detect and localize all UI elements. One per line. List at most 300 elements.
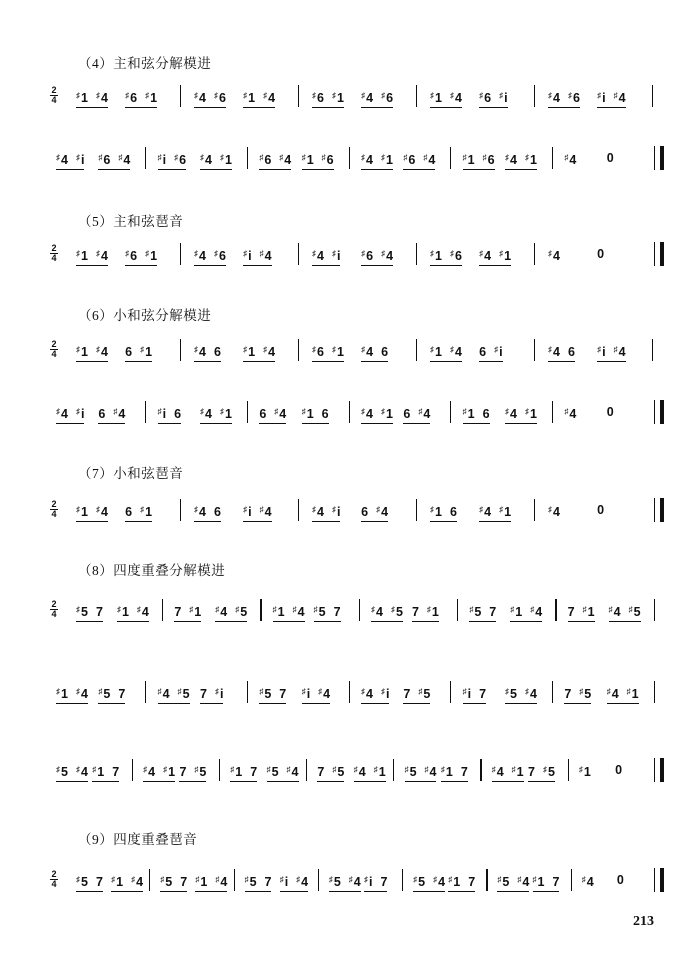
- notation-line: [50, 150, 668, 176]
- sharp-sign: ♯: [348, 875, 353, 884]
- bar-line: [219, 759, 220, 781]
- note-pair: [312, 502, 340, 522]
- notation-line: [50, 762, 668, 788]
- note: [564, 404, 576, 422]
- note-digit: 7: [528, 765, 535, 779]
- note-digit: 4: [611, 687, 619, 701]
- note-pair: [533, 872, 560, 892]
- sharp-sign: ♯: [380, 407, 385, 416]
- sharp-sign: ♯: [371, 605, 375, 614]
- note-pair: [361, 342, 388, 362]
- bar-line: [180, 499, 181, 521]
- time-signature-bottom: 4: [51, 879, 57, 889]
- note-pair: [430, 502, 457, 522]
- sharp-sign: ♯: [548, 249, 552, 258]
- sharp-sign: ♯: [214, 687, 219, 696]
- sharp-sign: ♯: [194, 249, 198, 258]
- sharp-sign: ♯: [195, 875, 200, 884]
- bar-line: [568, 759, 569, 781]
- time-signature-bottom: 4: [51, 509, 57, 519]
- sharp-sign: ♯: [318, 687, 323, 696]
- final-bar-thick: [660, 242, 664, 266]
- note-pair: [403, 150, 435, 170]
- note-digit: 6: [449, 505, 457, 519]
- note-digit: 4: [366, 345, 374, 359]
- note-digit: i: [248, 505, 252, 519]
- notation-line: [50, 869, 668, 898]
- note: [582, 872, 594, 890]
- note-digit: 7: [279, 687, 287, 701]
- note-digit: 4: [199, 505, 206, 519]
- sharp-sign: ♯: [361, 407, 365, 416]
- note-digit: 0: [606, 151, 614, 165]
- note-pair: [195, 872, 227, 892]
- note-digit: 4: [535, 605, 543, 619]
- note-digit: 4: [454, 91, 462, 105]
- note-pair: [200, 684, 223, 704]
- note-digit: 4: [366, 91, 374, 105]
- sharp-sign: ♯: [76, 249, 80, 258]
- note-pair: [111, 872, 143, 892]
- note: [579, 762, 591, 780]
- note-digit: i: [336, 249, 341, 263]
- note-digit: 6: [130, 249, 138, 263]
- note-pair: [243, 502, 271, 522]
- sharp-sign: ♯: [194, 345, 198, 354]
- note-digit: 0: [616, 873, 624, 887]
- note-digit: 5: [165, 875, 173, 889]
- sharp-sign: ♯: [449, 249, 454, 258]
- bar-line: [349, 681, 350, 703]
- sharp-sign: ♯: [279, 875, 284, 884]
- bar-line: [180, 243, 181, 265]
- sharp-sign: ♯: [361, 249, 366, 258]
- note-pair: [479, 502, 511, 522]
- bar-line: [654, 599, 655, 621]
- time-signature-bottom: 4: [51, 609, 57, 619]
- note-digit: i: [219, 687, 224, 701]
- note-digit: 4: [279, 407, 287, 421]
- note: [607, 150, 614, 166]
- sharp-sign: ♯: [524, 407, 529, 416]
- sharp-sign: ♯: [608, 605, 613, 614]
- notation-line: [50, 599, 668, 628]
- sharp-sign: ♯: [111, 875, 116, 884]
- sharp-sign: ♯: [331, 91, 336, 100]
- bar-line: [318, 869, 319, 891]
- sharp-sign: ♯: [194, 505, 198, 514]
- note: [617, 872, 624, 888]
- sharp-sign: ♯: [479, 91, 484, 100]
- note-digit: 1: [445, 765, 453, 779]
- note-pair: [125, 246, 157, 266]
- note-digit: 6: [264, 153, 272, 167]
- sharp-sign: ♯: [321, 153, 326, 162]
- sharp-sign: ♯: [381, 91, 386, 100]
- note-pair: [76, 602, 103, 622]
- sharp-sign: ♯: [75, 765, 80, 774]
- note-digit: 1: [529, 153, 537, 167]
- time-signature-top: 2: [51, 85, 57, 95]
- note-pair: [56, 684, 88, 704]
- section-heading-8: （8）四度重叠分解模进: [78, 563, 226, 578]
- note-digit: 5: [547, 765, 555, 779]
- sharp-sign: ♯: [235, 605, 240, 614]
- sharp-sign: ♯: [286, 765, 291, 774]
- note-digit: 4: [386, 249, 394, 263]
- note-digit: 7: [112, 765, 120, 779]
- note-digit: 1: [168, 765, 176, 779]
- final-bar-thin: [654, 758, 655, 782]
- note-digit: 1: [631, 687, 639, 701]
- bar-line: [480, 759, 481, 781]
- note-pair: [430, 246, 462, 266]
- note-digit: i: [284, 875, 289, 889]
- sharp-sign: ♯: [430, 91, 434, 100]
- bar-line: [180, 85, 181, 107]
- time-signature-bottom: 4: [51, 253, 57, 263]
- sharp-sign: ♯: [582, 605, 587, 614]
- note-digit: 6: [572, 91, 580, 105]
- bar-line: [149, 869, 150, 891]
- bar-line: [145, 681, 146, 703]
- sharp-sign: ♯: [548, 505, 552, 514]
- note-digit: 1: [516, 765, 524, 779]
- sharp-sign: ♯: [272, 605, 277, 614]
- note-pair: [200, 404, 232, 424]
- note-digit: 1: [235, 765, 243, 779]
- note-pair: [273, 602, 305, 622]
- note-digit: i: [162, 153, 167, 167]
- note-pair: [479, 342, 502, 362]
- sharp-sign: ♯: [328, 875, 333, 884]
- note-digit: 4: [353, 875, 361, 889]
- note-digit: i: [336, 505, 341, 519]
- note-digit: 1: [116, 875, 124, 889]
- sharp-sign: ♯: [462, 407, 467, 416]
- time-signature: [50, 870, 58, 889]
- note-pair: [245, 872, 272, 892]
- sharp-sign: ♯: [213, 249, 218, 258]
- note-digit: i: [248, 249, 252, 263]
- sharp-sign: ♯: [424, 765, 429, 774]
- note-digit: 5: [271, 765, 279, 779]
- sharp-sign: ♯: [125, 249, 130, 258]
- sharp-sign: ♯: [136, 605, 141, 614]
- bar-line: [457, 599, 458, 621]
- note-digit: 1: [385, 407, 393, 421]
- note-digit: 1: [97, 765, 105, 779]
- note-pair: [179, 762, 206, 782]
- sharp-sign: ♯: [56, 687, 60, 696]
- note-digit: 0: [615, 763, 623, 777]
- section-heading-7: （7）小和弦琶音: [78, 466, 184, 481]
- note-digit: 4: [366, 153, 373, 167]
- note-digit: 4: [301, 875, 309, 889]
- note-digit: 5: [61, 765, 68, 779]
- note-digit: 4: [264, 249, 272, 263]
- note-digit: 6: [403, 407, 411, 421]
- note-digit: 1: [150, 249, 158, 263]
- bar-line: [416, 243, 417, 265]
- sharp-sign: ♯: [75, 687, 80, 696]
- note-digit: 4: [510, 407, 517, 421]
- sharp-sign: ♯: [76, 875, 80, 884]
- note-digit: 6: [479, 345, 487, 359]
- note-digit: 4: [510, 153, 517, 167]
- note-pair: [194, 88, 226, 108]
- sharp-sign: ♯: [75, 407, 80, 416]
- sharp-sign: ♯: [331, 345, 336, 354]
- note-digit: 1: [504, 505, 512, 519]
- note-digit: 6: [213, 345, 221, 359]
- note-pair: [143, 762, 175, 782]
- page-number: 213: [633, 914, 654, 929]
- note-digit: 4: [569, 407, 577, 421]
- note-digit: 6: [361, 505, 369, 519]
- note-pair: [403, 684, 430, 704]
- note-digit: 7: [489, 605, 497, 619]
- note-digit: 1: [277, 605, 285, 619]
- sharp-sign: ♯: [390, 605, 395, 614]
- sharp-sign: ♯: [510, 605, 515, 614]
- note-digit: 1: [306, 407, 314, 421]
- sharp-sign: ♯: [505, 407, 510, 416]
- sharp-sign: ♯: [494, 345, 499, 354]
- note-digit: 5: [249, 875, 257, 889]
- note-digit: 4: [268, 91, 276, 105]
- sharp-sign: ♯: [548, 345, 552, 354]
- note-pair: [56, 762, 88, 782]
- sharp-sign: ♯: [332, 765, 337, 774]
- note-pair: [76, 872, 103, 892]
- note-digit: 1: [61, 687, 68, 701]
- sharp-sign: ♯: [174, 153, 179, 162]
- sharp-sign: ♯: [56, 407, 60, 416]
- sharp-sign: ♯: [597, 91, 602, 100]
- bar-line: [534, 339, 535, 361]
- note-pair: [354, 762, 386, 782]
- sharp-sign: ♯: [499, 505, 504, 514]
- sharp-sign: ♯: [157, 407, 162, 416]
- note-digit: 7: [95, 875, 103, 889]
- note-digit: 5: [333, 875, 341, 889]
- note-pair: [361, 404, 393, 424]
- sharp-sign: ♯: [376, 505, 381, 514]
- note-pair: [413, 872, 445, 892]
- sharp-sign: ♯: [542, 765, 547, 774]
- bar-line: [260, 599, 261, 621]
- note-pair: [548, 342, 575, 362]
- time-signature: [50, 600, 58, 619]
- sharp-sign: ♯: [380, 153, 385, 162]
- note-pair: [463, 150, 495, 170]
- note-pair: [215, 602, 247, 622]
- sharp-sign: ♯: [524, 153, 529, 162]
- note-digit: 4: [148, 765, 156, 779]
- sharp-sign: ♯: [243, 91, 248, 100]
- note-digit: 7: [179, 765, 187, 779]
- section-heading-5: （5）主和弦琶音: [78, 214, 184, 229]
- bar-line: [145, 147, 146, 169]
- note-digit: 4: [586, 875, 594, 889]
- note-digit: 6: [408, 153, 416, 167]
- sharp-sign: ♯: [292, 605, 297, 614]
- final-bar-thick: [660, 758, 664, 782]
- note-digit: 4: [80, 687, 88, 701]
- note-digit: i: [306, 687, 311, 701]
- time-signature: [50, 244, 58, 263]
- note-digit: 0: [606, 405, 614, 419]
- sharp-sign: ♯: [76, 505, 80, 514]
- note-digit: 4: [199, 249, 206, 263]
- note-digit: 4: [366, 407, 373, 421]
- note-digit: 6: [103, 153, 111, 167]
- bar-line: [416, 499, 417, 521]
- note-digit: 4: [553, 91, 560, 105]
- sharp-sign: ♯: [219, 153, 224, 162]
- bar-line: [534, 499, 535, 521]
- note-digit: 4: [438, 875, 446, 889]
- bar-line: [654, 681, 655, 703]
- sharp-sign: ♯: [413, 875, 418, 884]
- final-bar-thick: [660, 498, 664, 522]
- sharp-sign: ♯: [430, 249, 434, 258]
- note-digit: i: [602, 91, 606, 105]
- note-digit: 4: [429, 765, 437, 779]
- note-pair: [361, 150, 393, 170]
- sharp-sign: ♯: [491, 765, 496, 774]
- note-digit: 4: [613, 605, 621, 619]
- note-pair: [280, 872, 308, 892]
- sharp-sign: ♯: [145, 249, 150, 258]
- sharp-sign: ♯: [95, 91, 100, 100]
- note-digit: 4: [454, 345, 462, 359]
- bar-line: [349, 147, 350, 169]
- note-digit: 1: [504, 249, 512, 263]
- sharp-sign: ♯: [143, 765, 148, 774]
- sharp-sign: ♯: [76, 605, 80, 614]
- note-digit: 7: [403, 687, 411, 701]
- time-signature-bottom: 4: [51, 349, 57, 359]
- bar-line: [450, 681, 451, 703]
- note-pair: [505, 684, 537, 704]
- note-digit: 6: [321, 407, 329, 421]
- note-digit: 6: [366, 249, 374, 263]
- note-pair: [76, 502, 108, 522]
- sharp-sign: ♯: [449, 345, 454, 354]
- note-pair: [412, 602, 439, 622]
- sharp-sign: ♯: [381, 249, 386, 258]
- note-digit: 0: [597, 503, 605, 517]
- time-signature-top: 2: [51, 599, 57, 609]
- note-pair: [259, 404, 286, 424]
- sharp-sign: ♯: [482, 153, 487, 162]
- note: [597, 502, 604, 518]
- note-digit: 4: [199, 345, 206, 359]
- bar-line: [552, 401, 553, 423]
- sharp-sign: ♯: [145, 91, 150, 100]
- note-digit: 5: [240, 605, 248, 619]
- note-pair: [430, 88, 462, 108]
- note-digit: 6: [381, 345, 389, 359]
- note-pair: [194, 246, 226, 266]
- bar-line: [393, 759, 394, 781]
- sharp-sign: ♯: [312, 249, 316, 258]
- note-digit: 1: [336, 91, 344, 105]
- sharp-sign: ♯: [564, 407, 569, 416]
- note-digit: 1: [224, 153, 232, 167]
- sharp-sign: ♯: [567, 91, 572, 100]
- sharp-sign: ♯: [157, 687, 162, 696]
- sharp-sign: ♯: [263, 91, 268, 100]
- note-digit: i: [368, 875, 373, 889]
- note-pair: [430, 342, 462, 362]
- sharp-sign: ♯: [361, 153, 365, 162]
- sharp-sign: ♯: [606, 687, 611, 696]
- sharp-sign: ♯: [116, 605, 121, 614]
- sharp-sign: ♯: [230, 765, 235, 774]
- note-digit: 1: [81, 91, 88, 105]
- final-bar-thick: [660, 146, 664, 170]
- sharp-sign: ♯: [530, 605, 535, 614]
- note-digit: 4: [323, 687, 331, 701]
- note-digit: 1: [81, 505, 88, 519]
- note-digit: 7: [333, 605, 341, 619]
- note-digit: 4: [205, 407, 212, 421]
- sharp-sign: ♯: [511, 765, 516, 774]
- sharp-sign: ♯: [313, 605, 318, 614]
- note-pair: [243, 88, 275, 108]
- note-digit: 6: [125, 345, 133, 359]
- sharp-sign: ♯: [613, 91, 618, 100]
- sharp-sign: ♯: [361, 91, 366, 100]
- note-digit: 1: [150, 91, 158, 105]
- note-digit: 4: [366, 687, 373, 701]
- note-digit: 1: [435, 505, 442, 519]
- note-digit: 6: [484, 91, 492, 105]
- note-pair: [230, 762, 257, 782]
- sharp-sign: ♯: [430, 505, 434, 514]
- note-digit: 7: [411, 605, 419, 619]
- note-digit: 1: [81, 345, 88, 359]
- note-digit: 1: [529, 407, 537, 421]
- bar-line: [180, 339, 181, 361]
- sharp-sign: ♯: [131, 875, 136, 884]
- note-digit: 1: [194, 605, 202, 619]
- note-pair: [609, 602, 641, 622]
- note: [564, 150, 576, 168]
- note-digit: 1: [224, 407, 232, 421]
- note: [597, 246, 604, 262]
- sharp-sign: ♯: [524, 687, 529, 696]
- note-pair: [607, 684, 639, 704]
- sharp-sign: ♯: [157, 153, 162, 162]
- note-pair: [497, 872, 529, 892]
- sharp-sign: ♯: [95, 249, 100, 258]
- note-pair: [479, 246, 511, 266]
- note-digit: 5: [510, 687, 517, 701]
- sharp-sign: ♯: [597, 345, 602, 354]
- sharp-sign: ♯: [626, 687, 631, 696]
- sharp-sign: ♯: [499, 249, 504, 258]
- note: [548, 246, 560, 264]
- note-pair: [505, 404, 537, 424]
- note-pair: [312, 246, 340, 266]
- note-pair: [364, 872, 387, 892]
- sharp-sign: ♯: [259, 153, 264, 162]
- sharp-sign: ♯: [243, 345, 248, 354]
